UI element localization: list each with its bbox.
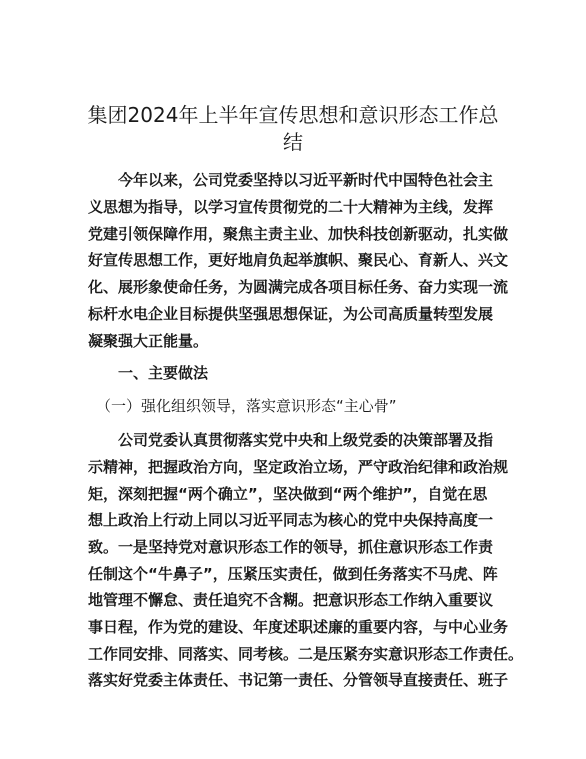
body-line-5: 致。一是坚持党对意识形态工作的领导，抓住意识形态工作责 <box>88 538 494 556</box>
intro-line-5: 化、展形象使命任务，为圆满完成各项目标任务、奋力实现一流 <box>88 278 509 296</box>
body-line-4: 想上政治上行动上同以习近平同志为核心的党中央保持高度一 <box>88 511 494 529</box>
body-line-6: 任制这个“牛鼻子”，压紧压实责任，做到任务落实不马虎、阵 <box>88 565 498 583</box>
section-heading-1: 一、主要做法 <box>118 364 209 382</box>
subsection-heading-1: （一）强化组织领导，落实意识形态“主心骨” <box>96 397 397 415</box>
intro-line-4: 好宣传思想工作，更好地肩负起举旗帜、聚民心、育新人、兴文 <box>88 251 509 269</box>
intro-line-1: 今年以来，公司党委坚持以习近平新时代中国特色社会主 <box>118 171 494 189</box>
body-line-7: 地管理不懈怠、责任追究不含糊。把意识形态工作纳入重要议 <box>88 591 494 609</box>
body-line-3: 矩，深刻把握“两个确立”，坚决做到“两个维护”，自觉在思 <box>88 485 488 503</box>
intro-line-6: 标杆水电企业目标提供坚强思想保证，为公司高质量转型发展 <box>88 305 494 323</box>
body-line-1: 公司党委认真贯彻落实党中央和上级党委的决策部署及指 <box>118 431 494 449</box>
intro-line-3: 党建引领保障作用，聚焦主责主业、加快科技创新驱动，扎实做 <box>88 225 509 243</box>
body-line-9: 工作同安排、同落实、同考核。二是压紧夯实意识形态工作责任。 <box>88 645 524 663</box>
body-line-8: 事日程，作为党的建设、年度述职述廉的重要内容，与中心业务 <box>88 618 509 636</box>
document-title-line2: 结 <box>283 130 303 154</box>
body-line-2: 示精神，把握政治方向，坚定政治立场，严守政治纪律和政治规 <box>88 458 509 476</box>
body-line-10: 落实好党委主体责任、书记第一责任、分管领导直接责任、班子 <box>88 671 509 689</box>
intro-line-2: 义思想为指导，以学习宣传贯彻党的二十大精神为主线，发挥 <box>88 198 494 216</box>
intro-line-7: 凝聚强大正能量。 <box>88 332 209 350</box>
document-title-line1: 集团2024年上半年宣传思想和意识形态工作总 <box>87 103 499 127</box>
